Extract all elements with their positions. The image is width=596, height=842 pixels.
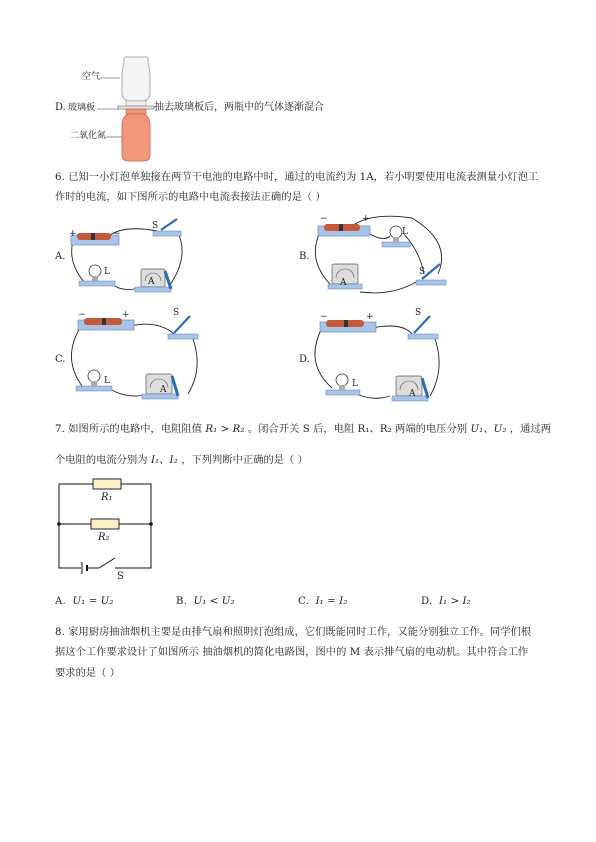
circuit-b-lamp-label: L	[402, 227, 408, 237]
circuit-a-lamp-label: L	[104, 267, 110, 277]
circuit-c-plus: +	[122, 310, 130, 320]
option-b-key: B.	[299, 251, 310, 262]
air-label: 空气	[82, 72, 101, 82]
q7-option-d[interactable]: D. I₁ > I₂	[421, 596, 471, 607]
option-d-circuit-key: D.	[299, 354, 310, 365]
circuit-d-switch-label: S	[415, 308, 422, 318]
q7-option-a[interactable]: A. U₁ = U₂	[55, 596, 114, 607]
circuit-b-diagram	[312, 212, 454, 297]
circuit-a-minus: −	[113, 229, 121, 239]
circuit-b-ammeter-label: A	[340, 278, 347, 288]
q7-r1-label: R₁	[101, 492, 113, 503]
glass-plate-label: 玻璃板	[68, 103, 96, 113]
circuit-d-diagram	[312, 308, 444, 408]
circuit-d-minus: −	[320, 312, 328, 322]
no2-label: 二氧化氮	[70, 131, 107, 141]
q7-stem-line1: 7. 如图所示的电路中，电阻阻值 R₁ > R₂ 。闭合开关 S 后，电阻 R₁、R₂ 两端的电压分别 U₁、U₂ ，通过两	[55, 424, 552, 435]
q7-option-c[interactable]: C. I₁ = I₂	[298, 596, 348, 607]
gas-bottles-illustration	[110, 55, 160, 165]
circuit-b-plus: +	[362, 214, 370, 224]
q6-stem-line1: 6. 已知一小灯泡单独接在两节干电池的电路中时，通过的电流约为 1A，若小明要使用电流表测量小灯泡工	[55, 172, 539, 183]
q6-stem-line2: 作时的电流，如下图所示的电路中电流表接法正确的是（ ）	[55, 192, 326, 203]
q8-stem-line3: 要求的是（ ）	[55, 668, 121, 679]
circuit-c-minus: −	[78, 310, 86, 320]
circuit-a-plus: +	[69, 229, 77, 239]
option-d-key[interactable]: D.	[55, 102, 66, 113]
gas-mixing-description: 抽去玻璃板后，两瓶中的气体逐渐混合	[154, 102, 324, 113]
q8-stem-line1: 8. 家用厨房抽油烟机主要是由排气扇和照明灯泡组成，它们既能同时工作，又能分别独立工作。同学们根	[55, 627, 532, 638]
circuit-a-switch-label: S	[152, 221, 159, 231]
option-c-key: C.	[55, 354, 66, 365]
circuit-a-ammeter-label: A	[148, 277, 155, 287]
circuit-b-switch-label: S	[419, 267, 426, 277]
q7-stem-line2: 个电阻的电流分别为 I₁、I₂ ，下列判断中正确的是（ ）	[55, 455, 308, 466]
q7-switch-label: S	[117, 571, 124, 582]
q7-option-b[interactable]: B. U₁ < U₂	[176, 596, 235, 607]
circuit-b-minus: −	[320, 214, 328, 224]
option-a-key: A.	[55, 251, 66, 262]
circuit-c-lamp-label: L	[104, 376, 110, 386]
circuit-a-diagram	[65, 215, 195, 300]
circuit-d-plus: +	[366, 312, 374, 322]
circuit-d-ammeter-label: A	[409, 389, 416, 399]
circuit-c-diagram	[68, 308, 202, 408]
q8-stem-line2: 据这个工作要求设计了如图所示 抽油烟机的简化电路图，图中的 M 表示排气扇的电动机。其中符合工作	[55, 647, 529, 658]
circuit-d-lamp-label: L	[352, 379, 358, 389]
circuit-c-switch-label: S	[173, 308, 180, 318]
q7-r2-label: R₂	[98, 532, 110, 543]
circuit-c-ammeter-label: A	[160, 385, 167, 395]
